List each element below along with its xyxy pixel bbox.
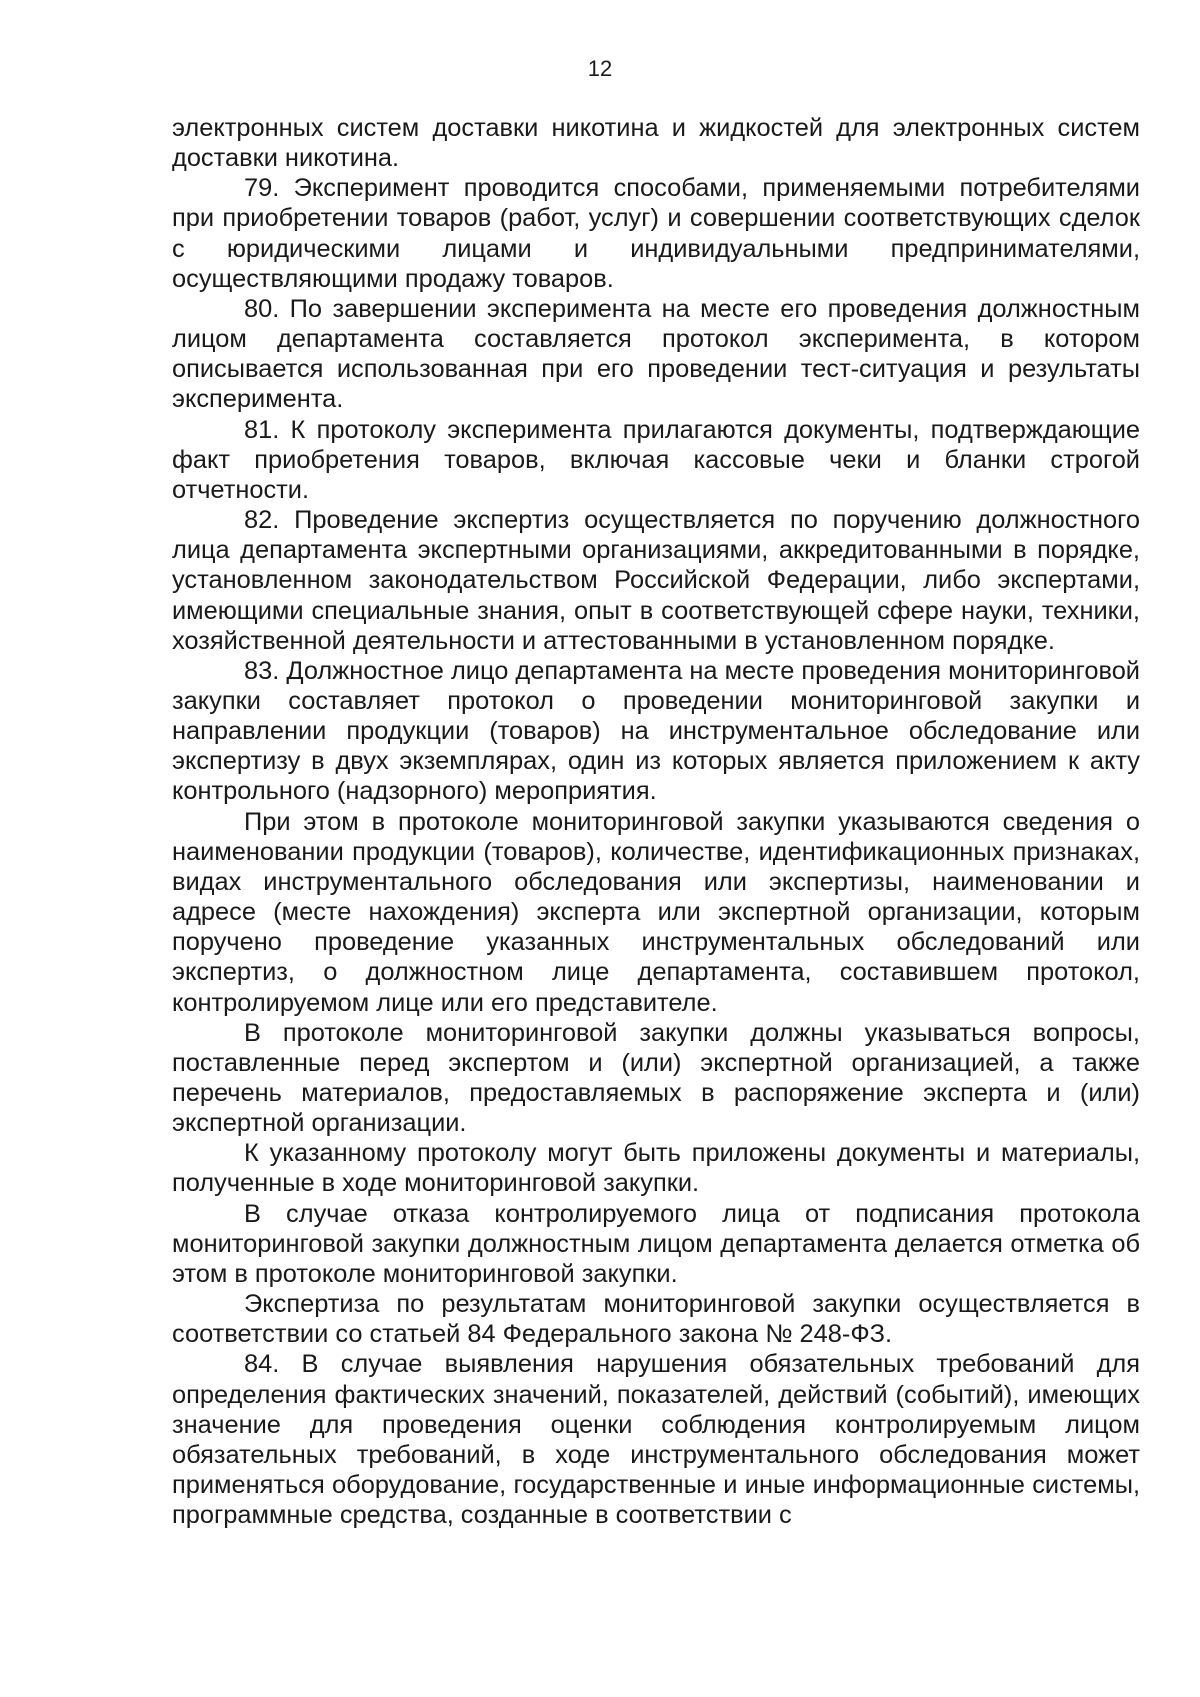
page-number: 12 [587, 56, 613, 81]
paragraph-83-expertise: Экспертиза по результатам мониторинговой закупки осуществляется в соответствии со статьей 84 Федерального закона № 248-ФЗ. [172, 1290, 1140, 1349]
paragraph-83-attachments: К указанному протоколу могут быть приложены документы и материалы, полученные в ходе мониторинговой закупки. [172, 1139, 1140, 1198]
paragraph-82: 82. Проведение экспертиз осуществляется по поручению должностного лица департамента экспертными организациями, аккредитованными в порядке, установленном законодательством Российской Федерации, либо экспертами, имеющими специальные знания, опыт в соответствующей сфере науки, техники, хозяйственной деятельности и аттестованными в установленном порядке. [172, 506, 1140, 655]
paragraph-79: 79. Эксперимент проводится способами, применяемыми потребителями при приобретении товаров (работ, услуг) и совершении соответствующих сделок с юридическими лицами и индивидуальными предпринимателями, осуществляющими продажу товаров. [172, 174, 1140, 293]
paragraph-83-details: При этом в протоколе мониторинговой закупки указываются сведения о наименовании продукции (товаров), количестве, идентификационных признаках, видах инструментального обследования или экспертизы, наименовании и адресе (месте нахождения) эксперта или экспертной организации, которым поручено проведение указанных инструментальных обследований или экспертиз, о должностном лице департамента, составившем протокол, контролируемом лице или его представителе. [172, 807, 1140, 1017]
paragraph-80: 80. По завершении эксперимента на месте его проведения должностным лицом департамента составляется протокол эксперимента, в котором описывается использованная при его проведении тест-ситуация и результаты эксперимента. [172, 294, 1140, 414]
paragraph-81: 81. К протоколу эксперимента прилагаются документы, подтверждающие факт приобретения товаров, включая кассовые чеки и бланки строгой отчетности. [172, 415, 1140, 504]
document-body [172, 113, 1140, 1530]
paragraph-83: 83. Должностное лицо департамента на месте проведения мониторинговой закупки составляет протокол о проведении мониторинговой закупки и направлении продукции (товаров) на инструментальное обследование или экспертизу в двух экземплярах, один из которых является приложением к акту контрольного (надзорного) мероприятия. [172, 656, 1140, 806]
paragraph-83-refusal: В случае отказа контролируемого лица от подписания протокола мониторинговой закупки должностным лицом департамента делается отметка об этом в протоколе мониторинговой закупки. [172, 1199, 1140, 1288]
paragraph-84: 84. В случае выявления нарушения обязательных требований для определения фактических значений, показателей, действий (событий), имеющих значение для проведения оценки соблюдения контролируемым лицом обязательных требований, в ходе инструментального обследования может применяться оборудование, государственные и иные информационные системы, программные средства, созданные в соответствии с [172, 1350, 1140, 1530]
paragraph-continuation: электронных систем доставки никотина и жидкостей для электронных систем доставки никотина. [172, 114, 1140, 173]
paragraph-83-questions: В протоколе мониторинговой закупки должны указываться вопросы, поставленные перед экспертом и (или) экспертной организацией, а также перечень материалов, предоставляемых в распоряжение эксперта и (или) экспертной организации. [172, 1018, 1140, 1138]
